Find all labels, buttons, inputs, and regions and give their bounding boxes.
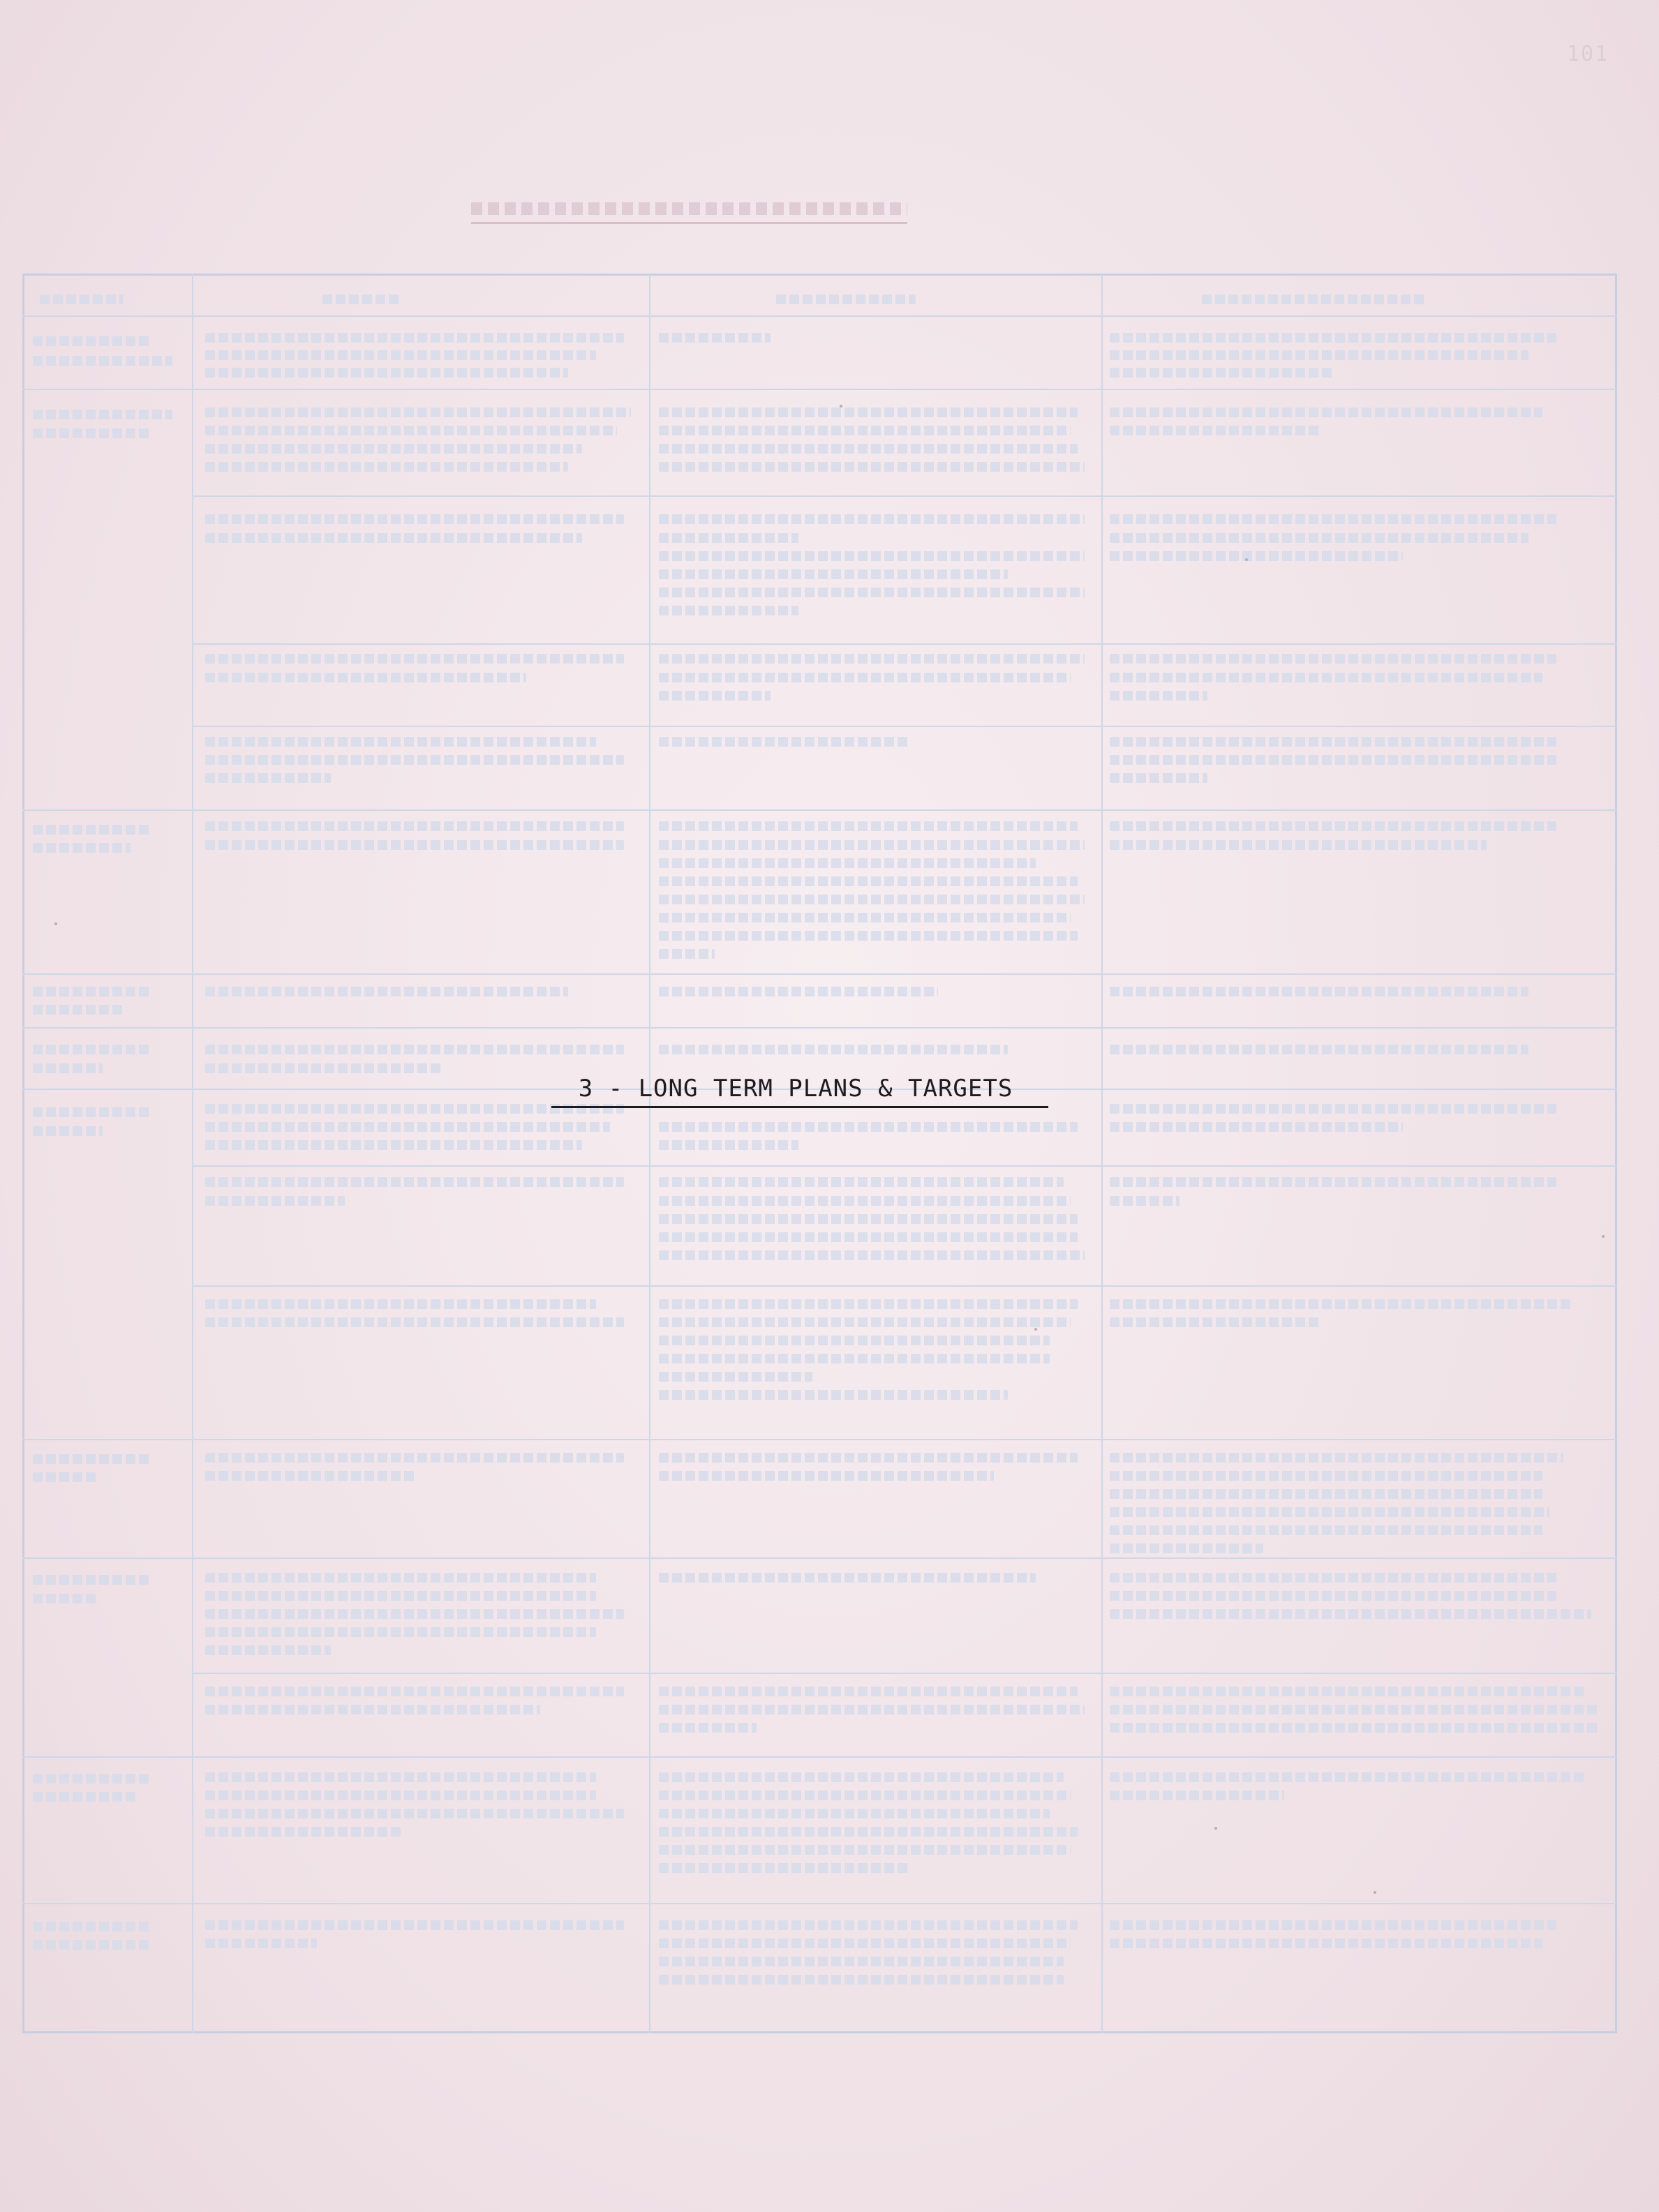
heading-underline: [551, 1106, 1048, 1108]
faded-title-bleedthrough: [471, 194, 918, 229]
paper-speck: [54, 922, 57, 925]
faded-table-bleedthrough: [22, 274, 1617, 2033]
paper-speck: [1214, 1827, 1217, 1830]
section-heading: [530, 1071, 1061, 1113]
paper-speck: [1034, 1328, 1037, 1331]
page-number: 101: [1567, 42, 1609, 66]
section-heading-text: 3 - LONG TERM PLANS & TARGETS: [578, 1075, 1013, 1103]
paper-speck: [1602, 1235, 1605, 1238]
paper-speck: [1374, 1891, 1376, 1894]
paper-speck: [1245, 558, 1248, 561]
paper-speck: [840, 405, 842, 408]
